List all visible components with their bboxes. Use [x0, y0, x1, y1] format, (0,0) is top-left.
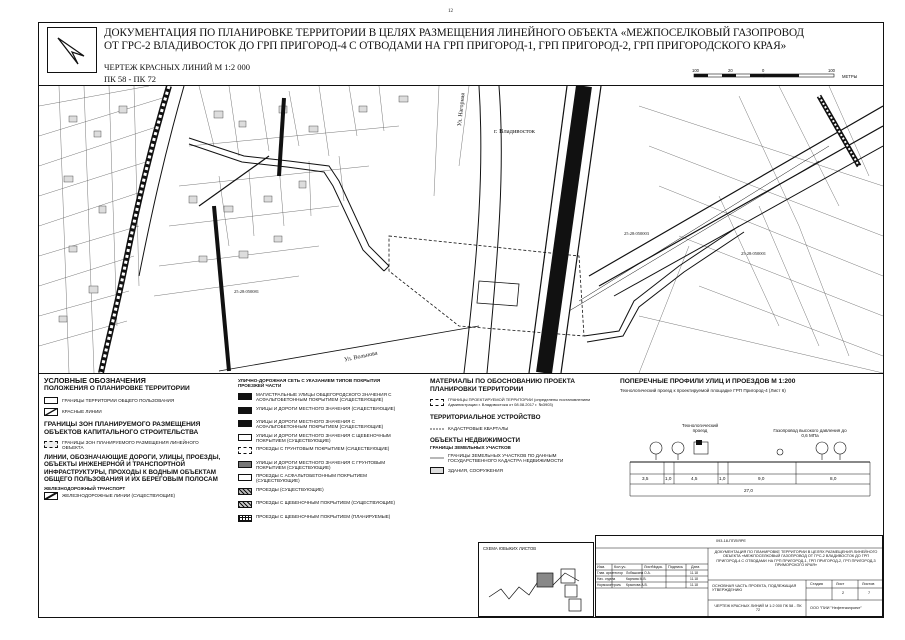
- legend-item: [430, 466, 605, 476]
- stamp-name: Лобашкина О.А.: [626, 571, 651, 575]
- north-arrow-icon: [48, 28, 96, 72]
- legend-section-1: ПОЛОЖЕНИЯ О ПЛАНИРОВКЕ ТЕРРИТОРИИ: [44, 385, 190, 392]
- legend-item: [44, 439, 229, 451]
- profile-dim: 1,0: [665, 476, 672, 481]
- legend-item-label: ГРАНИЦЫ ЗЕМЕЛЬНЫХ УЧАСТКОВ ПО ДАННЫМ ГОСУДАРСТВЕННОГО КАДАСТРА НЕДВИЖИМОСТИ: [448, 453, 564, 463]
- legend2-swatch: [238, 407, 252, 414]
- cadastral-label-2: 25:28:050003: [624, 231, 650, 236]
- legend-item-label: ГРАНИЦЫ ПРОЕКТИРУЕМОЙ ТЕРРИТОРИИ (определены постановлением Администрации г. Владивостока от 08.08.2017 г. №3903): [448, 397, 591, 407]
- drawing-range: ПК 58 - ПК 72: [104, 74, 156, 84]
- stamp-date: 11.18: [690, 583, 699, 587]
- map-area: [39, 85, 883, 374]
- legend2-item-label: МАГИСТРАЛЬНЫЕ УЛИЦЫ ОБЩЕГОРОДСКОГО ЗНАЧЕНИЯ С АСФАЛЬТОБЕТОННЫМ ПОКРЫТИЕМ (СУЩЕСТВУЮЩИЕ): [256, 392, 392, 402]
- title-line-1: ДОКУМЕНТАЦИЯ ПО ПЛАНИРОВКЕ ТЕРРИТОРИИ В ЦЕЛЯХ РАЗМЕЩЕНИЯ ЛИНЕЙНОГО ОБЪЕКТА «МЕЖПОСЕЛКОВЫЙ ГАЗОПРОВОД: [104, 27, 804, 39]
- legend2-item-label: ПРОЕЗДЫ С АСФАЛЬТОБЕТОННЫМ ПОКРЫТИЕМ (СУЩЕСТВУЮЩИЕ): [256, 473, 367, 483]
- cadastral-label-1: 25:28:050001: [741, 251, 767, 256]
- legend2-item: [238, 472, 418, 486]
- north-arrow-box: [47, 27, 97, 73]
- scale-tick: 0: [762, 68, 765, 73]
- street-label-2: Ул. Вольнова: [343, 350, 379, 364]
- legend-item-label: ЖЕЛЕЗНОДОРОЖНЫЕ ЛИНИИ (СУЩЕСТВУЮЩИЕ): [62, 492, 176, 498]
- stamp-sheet-value: 2: [842, 591, 845, 595]
- street-label-1: Ул. Нагорная: [457, 92, 467, 127]
- stamp-org: ООО "ПИИ "Нефтегазпроект": [810, 606, 862, 610]
- legend-column-2: [238, 378, 418, 526]
- stamp-name: Краснова А.В.: [626, 583, 648, 587]
- legend2-item: [238, 432, 418, 446]
- legend2-item: [238, 486, 418, 500]
- legend2-swatch: [238, 393, 252, 400]
- legend-item: [430, 397, 605, 411]
- legend3-terr-header: ТЕРРИТОРИАЛЬНОЕ УСТРОЙСТВО: [430, 414, 541, 421]
- legend2-item-label: УЛИЦЫ И ДОРОГИ МЕСТНОГО ЗНАЧЕНИЯ С ЩЕБЕНОЧНЫМ ПОКРЫТИЕМ (СУЩЕСТВУЮЩИЕ): [256, 432, 391, 443]
- stamp-col-header: №док.: [652, 565, 664, 569]
- map-drawing: [39, 86, 883, 373]
- legend2-item-label: УЛИЦЫ И ДОРОГИ МЕСТНОГО ЗНАЧЕНИЯ С ГРУНТОВЫМ ПОКРЫТИЕМ (СУЩЕСТВУЮЩИЕ): [256, 459, 386, 470]
- legend-item: [430, 452, 605, 464]
- legend-section-2: ГРАНИЦЫ ЗОН ПЛАНИРУЕМОГО РАЗМЕЩЕНИЯ ОБЪЕКТОВ КАПИТАЛЬНОГО СТРОИТЕЛЬСТВА: [44, 421, 201, 436]
- scale-tick: 100: [692, 68, 699, 73]
- legend-item-label: ЗДАНИЯ, СООРУЖЕНИЯ: [448, 468, 503, 473]
- profile-dim: 8,0: [830, 476, 837, 481]
- stamp-role: Глав. архитектор: [597, 571, 623, 575]
- document-title: [104, 27, 864, 53]
- legend2-item: [238, 445, 418, 459]
- legend2-swatch: [238, 447, 252, 454]
- legend-item: [430, 424, 605, 434]
- legend3-realty-header: ОБЪЕКТЫ НЕДВИЖИМОСТИ: [430, 437, 521, 444]
- profile-total: 27,0: [744, 488, 753, 493]
- profile-label-tech: Технологический проезд: [681, 423, 719, 433]
- legend-column-3: [430, 378, 605, 476]
- legend2-item-label: УЛИЦЫ И ДОРОГИ МЕСТНОГО ЗНАЧЕНИЯ С АСФАЛЬТОБЕТОННЫМ ПОКРЫТИЕМ (СУЩЕСТВУЮЩИЕ): [256, 419, 384, 429]
- stamp-part: ОСНОВНАЯ ЧАСТЬ ПРОЕКТА, ПОДЛЕЖАЩАЯ УТВЕРЖДЕНИЮ: [712, 584, 797, 593]
- drawing-name: ЧЕРТЕЖ КРАСНЫХ ЛИНИЙ М 1:2 000: [104, 62, 251, 72]
- legend2-item: [238, 499, 418, 513]
- legend2-swatch: [238, 461, 252, 468]
- title-block: [595, 535, 883, 617]
- legend2-item-label: ПРОЕЗДЫ С ЩЕБЕНОЧНЫМ ПОКРЫТИЕМ (СУЩЕСТВУЮЩИЕ): [256, 500, 395, 505]
- legend2-item-label: ПРОЕЗДЫ С ЩЕБЕНОЧНЫМ ПОКРЫТИЕМ (ПЛАНИРУЕМЫЕ): [256, 513, 391, 519]
- cross-profile: [620, 378, 882, 513]
- stamp-col-header: Дата: [691, 565, 700, 569]
- stamp-role: Нормоконтроль: [597, 583, 622, 587]
- sheet-schema: [478, 542, 594, 617]
- legend-section-3: ЛИНИИ, ОБОЗНАЧАЮЩИЕ ДОРОГИ, УЛИЦЫ, ПРОЕЗДЫ, ОБЪЕКТЫ ИНЖЕНЕРНОЙ И ТРАНСПОРТНОЙ ИНФРАСТРУКТУРЫ, ПРОХОДЫ К ВОДНЫМ ОБЪЕКТАМ ОБЩЕГО ПОЛЬЗОВАНИЯ И ИХ БЕРЕГОВЫМ ПОЛОСАМ: [44, 454, 221, 484]
- legend2-item-label: ПРОЕЗДЫ С ГРУНТОВЫМ ПОКРЫТИЕМ (СУЩЕСТВУЮЩИЕ): [256, 446, 390, 451]
- profile-label-gas: Газопровод высокого давления до 0,6 МПа: [773, 428, 847, 438]
- legend2-swatch: [238, 515, 252, 522]
- stamp-col-header: Подпись: [668, 565, 684, 569]
- legend2-item-label: УЛИЦЫ И ДОРОГИ МЕСТНОГО ЗНАЧЕНИЯ (СУЩЕСТВУЮЩИЕ): [256, 405, 396, 411]
- legend2-item-label: ПРОЕЗДЫ (СУЩЕСТВУЮЩИЕ): [256, 486, 324, 492]
- stamp-stage-header: Стадия: [810, 582, 823, 586]
- schema-drawing: [479, 547, 593, 617]
- stamp-sheet-name: ЧЕРТЕЖ КРАСНЫХ ЛИНИЙ М 1:2 000 ПК 58 - ПК 72: [714, 604, 802, 613]
- legend-column-1: [44, 377, 229, 501]
- scale-tick: 100: [828, 68, 835, 73]
- stamp-date: 11.18: [690, 571, 699, 575]
- legend2-swatch: [238, 420, 252, 427]
- legend2-item: [238, 405, 418, 419]
- stamp-col-header: Изм.: [597, 565, 606, 569]
- legend2-item: [238, 418, 418, 432]
- scale-unit: МЕТРЫ: [842, 74, 858, 79]
- stamp-role: Нач. отдела: [597, 577, 616, 581]
- profile-dim: 1,0: [719, 476, 726, 481]
- legend2-header: УЛИЧНО-ДОРОЖНАЯ СЕТЬ С УКАЗАНИЕМ ТИПОВ ПОКРЫТИЯ ПРОЕЗЖЕЙ ЧАСТИ: [238, 378, 381, 388]
- legend2-swatch: [238, 474, 252, 481]
- scale-tick: 20: [728, 68, 733, 73]
- profile-subheader: Технологический проезд к проектируемой площадке ГРП Пригород-4 (Лист 6): [620, 388, 786, 393]
- legend2-swatch: [238, 434, 252, 441]
- scale-bar: [690, 68, 880, 86]
- stamp-sheets-value: 7: [868, 591, 871, 595]
- legend-item: [44, 406, 229, 417]
- profile-dim: 9,0: [758, 476, 765, 481]
- legend2-item: [238, 459, 418, 473]
- profile-dim: 4,5: [691, 476, 698, 481]
- cadastral-label-3: 25:28:050081: [234, 289, 260, 294]
- stamp-sheet-header: Лист: [836, 582, 845, 586]
- stamp-sheets-header: Листов: [862, 582, 875, 586]
- stamp-code: 093-18-ППЛ/ЯРЕ: [716, 539, 746, 543]
- schema-title: СХЕМА ЮВЫКИХ ЛИСТОВ: [483, 546, 537, 551]
- legend-item: [44, 395, 229, 406]
- stamp-col-header: Кол.уч.: [614, 565, 627, 569]
- legend2-swatch: [238, 488, 252, 495]
- legend-rail-header: ЖЕЛЕЗНОДОРОЖНЫЙ ТРАНСПОРТ: [44, 485, 126, 491]
- legend3-header: МАТЕРИАЛЫ ПО ОБОСНОВАНИЮ ПРОЕКТА ПЛАНИРОВКИ ТЕРРИТОРИИ: [430, 378, 576, 393]
- legend3-land-header: ГРАНИЦЫ ЗЕМЕЛЬНЫХ УЧАСТКОВ: [430, 445, 511, 450]
- profile-dim: 3,5: [642, 476, 649, 481]
- stamp-doc-title: ДОКУМЕНТАЦИЯ ПО ПЛАНИРОВКЕ ТЕРРИТОРИИ В ЦЕЛЯХ РАЗМЕЩЕНИЯ ЛИНЕЙНОГО ОБЪЕКТА «МЕЖПОСЕЛКОВЫЙ ГАЗОПРОВОД ОТ ГРС-2 ВЛАДИВОСТОК ДО ГРП ПРИГОРОД-4 С ОТВОДАМИ НА ГРП ПРИГОРОД-1, ГРП ПРИГОРОД-2, ГРП ПРИГОРОД-3 ПРИМОРСКОГО КРАЯ»: [714, 550, 878, 568]
- legend2-item: [238, 391, 418, 405]
- stamp-date: 11.18: [690, 577, 699, 581]
- legend-item: [44, 491, 229, 501]
- city-label: г. Владивосток: [494, 128, 535, 135]
- title-line-2: ОТ ГРС-2 ВЛАДИВОСТОК ДО ГРП ПРИГОРОД-4 С ОТВОДАМИ НА ГРП ПРИГОРОД-1, ГРП ПРИГОРОД-2, ГРП ПРИГОРОДСКОГО КРАЯ»: [104, 40, 787, 52]
- stamp-name: Карпова М.В.: [626, 577, 647, 581]
- profile-header: ПОПЕРЕЧНЫЕ ПРОФИЛИ УЛИЦ И ПРОЕЗДОВ М 1:200: [620, 378, 796, 385]
- legend2-swatch: [238, 501, 252, 508]
- legend-item-label: ГРАНИЦЫ ТЕРРИТОРИИ ОБЩЕГО ПОЛЬЗОВАНИЯ: [62, 398, 175, 403]
- legend2-item: [238, 513, 418, 527]
- legend-item-label: ГРАНИЦЫ ЗОН ПЛАНИРУЕМОГО РАЗМЕЩЕНИЯ ЛИНЕЙНОГО ОБЪЕКТА: [62, 440, 199, 450]
- legend-item-label: КАДАСТРОВЫЕ КВАРТАЛЫ: [448, 426, 509, 431]
- legend-header: УСЛОВНЫЕ ОБОЗНАЧЕНИЯ: [44, 376, 146, 385]
- stamp-col-header: Лист: [644, 565, 653, 569]
- legend-item-label: КРАСНЫЕ ЛИНИИ: [62, 409, 102, 414]
- page-number: 12: [448, 9, 453, 14]
